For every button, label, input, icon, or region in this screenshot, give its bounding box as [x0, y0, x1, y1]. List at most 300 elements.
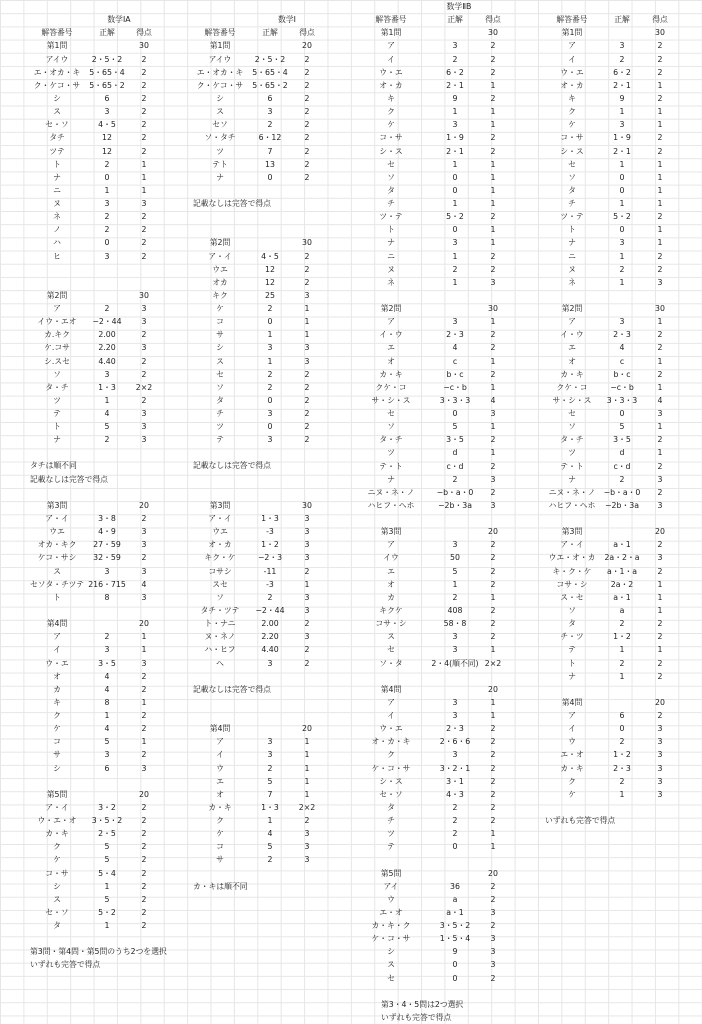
- answer-row: [545, 696, 675, 709]
- answer-number: シ.スセ: [44, 356, 70, 366]
- correct-answer: 3: [619, 120, 625, 130]
- answer-number: ア: [387, 41, 395, 51]
- points: 1: [490, 225, 496, 235]
- column-header-row: [545, 13, 675, 26]
- correct-answer: 1: [104, 185, 110, 195]
- answer-row: [351, 381, 507, 394]
- points: 3: [304, 632, 310, 642]
- answer-row: [193, 617, 321, 630]
- correct-answer: 1: [452, 199, 458, 209]
- answer-number-header: 解答番号: [556, 15, 588, 25]
- points: 1: [657, 317, 663, 327]
- panel-title: 数学ⅠA: [107, 15, 131, 25]
- answer-number: イ: [568, 724, 576, 734]
- points: 1: [141, 632, 147, 642]
- correct-answer: 2・3: [613, 330, 631, 340]
- answer-number: ツ: [387, 448, 395, 458]
- points: 2: [657, 133, 663, 143]
- points: 2: [490, 540, 496, 550]
- answer-row: [351, 276, 507, 289]
- answer-number: ア: [387, 540, 395, 550]
- points: 3: [141, 566, 147, 576]
- points: 2: [490, 264, 496, 274]
- correct-answer: 1: [104, 921, 110, 931]
- correct-answer: 36: [450, 881, 460, 891]
- correct-answer: 1・5・4: [439, 934, 471, 944]
- correct-answer: 3: [104, 369, 110, 379]
- answer-number: エ・オカ・キ: [196, 67, 244, 77]
- answer-row: [193, 722, 321, 735]
- footnote: いずれも完答で得点: [30, 960, 101, 970]
- answer-row: [351, 866, 507, 879]
- answer-row: [545, 381, 675, 394]
- correct-answer: 5: [267, 776, 273, 786]
- points: 2: [490, 605, 496, 615]
- correct-answer: 6: [267, 93, 273, 103]
- points: 2: [141, 881, 147, 891]
- correct-answer: 6: [619, 711, 625, 721]
- answer-number: ツ: [387, 829, 395, 839]
- correct-answer: 2: [452, 592, 458, 602]
- points: 2: [304, 277, 310, 287]
- correct-answer: 2・1: [446, 146, 464, 156]
- answer-row: [193, 328, 321, 341]
- answer-number: ア・イ: [208, 514, 232, 524]
- points: 2: [304, 816, 310, 826]
- points: 2: [304, 54, 310, 64]
- points: 30: [655, 28, 665, 38]
- correct-answer: 3: [104, 199, 110, 209]
- points: 2: [657, 711, 663, 721]
- points: 30: [302, 238, 312, 248]
- points: 2: [490, 251, 496, 261]
- points: 1: [141, 737, 147, 747]
- points: 1: [657, 645, 663, 655]
- answer-row: [545, 433, 675, 446]
- answer-row: [193, 53, 321, 66]
- answer-row: [30, 158, 158, 171]
- answer-number: ト: [53, 159, 61, 169]
- points: 1: [490, 711, 496, 721]
- answer-row: [30, 565, 158, 578]
- answer-row: [351, 499, 507, 512]
- correct-answer: 12: [265, 277, 275, 287]
- points: 2: [490, 921, 496, 931]
- correct-answer: 3: [452, 750, 458, 760]
- answer-number: ス: [387, 632, 395, 642]
- answer-number-header: 解答番号: [375, 15, 407, 25]
- points: 2: [657, 67, 663, 77]
- answer-number: サ・シ・ス: [552, 395, 592, 405]
- correct-answer: c・d: [613, 461, 631, 471]
- correct-answer: 3・5: [98, 658, 116, 668]
- answer-row: [545, 499, 675, 512]
- answer-row: [545, 473, 675, 486]
- answer-row: [351, 486, 507, 499]
- answer-number: コ: [216, 842, 224, 852]
- answer-row: [545, 525, 675, 538]
- points: 3: [490, 474, 496, 484]
- answer-row: [193, 630, 321, 643]
- answer-number: エ: [568, 343, 576, 353]
- correct-answer: 4.40: [261, 645, 279, 655]
- correct-answer: 5: [104, 737, 110, 747]
- points: 2: [657, 369, 663, 379]
- correct-answer: 58・8: [443, 619, 467, 629]
- correct-answer: 2・3: [446, 330, 464, 340]
- correct-answer: 2: [104, 632, 110, 642]
- correct-answer: 1: [619, 251, 625, 261]
- answer-number: ハ・ヒフ: [204, 645, 236, 655]
- correct-answer: 2: [619, 619, 625, 629]
- answer-row: [30, 236, 158, 249]
- correct-answer: 5・65・4: [89, 67, 125, 77]
- points: 3: [657, 277, 663, 287]
- correct-answer: 2: [619, 737, 625, 747]
- answer-row: [545, 735, 675, 748]
- points: 2: [657, 540, 663, 550]
- answer-number: シ: [216, 343, 224, 353]
- correct-answer: 3・2・1: [439, 763, 471, 773]
- answer-row: [545, 144, 675, 157]
- points: 3: [490, 907, 496, 917]
- answer-number: 第1問: [209, 41, 231, 51]
- answer-number: コ・サ: [45, 868, 69, 878]
- answer-row: [30, 315, 158, 328]
- answer-row: [30, 118, 158, 131]
- correct-answer: 1: [267, 356, 273, 366]
- answer-row: [30, 184, 158, 197]
- correct-answer: −2・3: [257, 553, 283, 563]
- correct-answer: 50: [450, 553, 460, 563]
- points: 2: [490, 802, 496, 812]
- answer-number: セ・ソ: [45, 120, 69, 130]
- answer-number: エ・オカ・キ: [33, 67, 81, 77]
- answer-row: [30, 735, 158, 748]
- points: 20: [488, 868, 498, 878]
- correct-answer: 5: [267, 842, 273, 852]
- correct-answer: 1: [619, 107, 625, 117]
- points: 3: [304, 592, 310, 602]
- points: 30: [488, 28, 498, 38]
- answer-row: [351, 893, 507, 906]
- correct-answer: 5・2: [98, 907, 116, 917]
- points: 1: [490, 172, 496, 182]
- points: 3: [490, 934, 496, 944]
- answer-number: イ・ウ: [379, 330, 403, 340]
- answer-number: ソ: [216, 382, 224, 392]
- points: 3: [657, 737, 663, 747]
- points: 1: [141, 645, 147, 655]
- points: 2: [490, 724, 496, 734]
- correct-answer: 2: [619, 776, 625, 786]
- answer-number: ウエ: [49, 527, 65, 537]
- answer-number: ク: [568, 107, 576, 117]
- points: 2: [490, 894, 496, 904]
- answer-number: カ・キ: [560, 369, 584, 379]
- points: 1: [490, 448, 496, 458]
- points: 2: [304, 435, 310, 445]
- answer-row: [351, 827, 507, 840]
- answer-number: シ: [53, 93, 61, 103]
- answer-number: ウ・エ・オ: [37, 816, 77, 826]
- answer-row: [351, 814, 507, 827]
- answer-row: [545, 315, 675, 328]
- correct-answer-header: 正解: [447, 15, 463, 25]
- answer-row: [193, 735, 321, 748]
- answer-row: [30, 696, 158, 709]
- points: 1: [657, 80, 663, 90]
- points: 2: [304, 146, 310, 156]
- points: 3: [657, 763, 663, 773]
- answer-row: [193, 368, 321, 381]
- answer-number: 第4問: [380, 684, 402, 694]
- answer-number: ト: [387, 225, 395, 235]
- points: 2: [141, 225, 147, 235]
- points: 1: [141, 159, 147, 169]
- points: 3: [657, 474, 663, 484]
- correct-answer: 4: [104, 671, 110, 681]
- points: 3: [657, 500, 663, 510]
- answer-number: ナ: [387, 474, 395, 484]
- correct-answer: c・d: [446, 461, 464, 471]
- points: 30: [139, 41, 149, 51]
- points: 3: [141, 527, 147, 537]
- points: 1: [490, 199, 496, 209]
- points: 1: [304, 750, 310, 760]
- answer-number: キクケ: [379, 605, 403, 615]
- points: 1: [490, 159, 496, 169]
- answer-number: シ・ス: [560, 146, 584, 156]
- answer-number: ウ・エ: [560, 67, 584, 77]
- footnote: いずれも完答で得点: [381, 1012, 452, 1022]
- correct-answer: 3: [104, 645, 110, 655]
- answer-number: ナ: [568, 671, 576, 681]
- correct-answer: -11: [263, 566, 277, 576]
- correct-answer: 2: [104, 225, 110, 235]
- points: 2: [490, 750, 496, 760]
- points: 1: [490, 80, 496, 90]
- answer-number: オ: [53, 671, 61, 681]
- answer-number: オ: [387, 356, 395, 366]
- answer-row: [30, 617, 158, 630]
- answer-number: ウエ: [212, 264, 228, 274]
- points: 2: [657, 566, 663, 576]
- points: 30: [655, 304, 665, 314]
- points: 20: [139, 500, 149, 510]
- answer-row: [351, 945, 507, 958]
- answer-number: タ: [53, 921, 61, 931]
- points: 3: [141, 592, 147, 602]
- answer-row: [545, 118, 675, 131]
- points: 2: [490, 369, 496, 379]
- answer-number: セソ: [212, 120, 228, 130]
- answer-row: [193, 775, 321, 788]
- answer-number: チ: [568, 199, 576, 209]
- answer-row: [545, 26, 675, 39]
- correct-answer: 3: [267, 658, 273, 668]
- answer-row: [351, 158, 507, 171]
- points: 2: [141, 855, 147, 865]
- answer-number: サ・シ・ス: [371, 395, 411, 405]
- points: 20: [655, 527, 665, 537]
- answer-row: [351, 840, 507, 853]
- points: 3: [141, 343, 147, 353]
- answer-row: [193, 512, 321, 525]
- answer-number: ニ: [387, 251, 395, 261]
- points: 2: [304, 80, 310, 90]
- answer-number: ク・ケコ・サ: [33, 80, 81, 90]
- answer-number: タチ・ツテ: [200, 605, 240, 615]
- points: 1: [490, 238, 496, 248]
- answer-row: [351, 617, 507, 630]
- answer-row: [193, 131, 321, 144]
- answer-number: キ: [568, 93, 576, 103]
- answer-row: [351, 249, 507, 262]
- answer-number: ケ・コ・サ: [371, 934, 411, 944]
- answer-row: [351, 197, 507, 210]
- answer-number: ツ: [568, 448, 576, 458]
- correct-answer: 2・3: [446, 724, 464, 734]
- answer-row: [193, 525, 321, 538]
- answer-row: [30, 788, 158, 801]
- answer-row: [545, 446, 675, 459]
- answer-number: ヌ: [568, 264, 576, 274]
- answer-number: イ: [387, 54, 395, 64]
- correct-answer: 3: [452, 540, 458, 550]
- answer-row: [351, 880, 507, 893]
- answer-row: [351, 801, 507, 814]
- answer-number: タ・チ: [379, 435, 403, 445]
- correct-answer: b・c: [613, 369, 631, 379]
- points: 3: [141, 435, 147, 445]
- correct-answer: 5: [104, 855, 110, 865]
- answer-number: ツ: [216, 422, 224, 432]
- answer-number: テト: [212, 159, 228, 169]
- points: 2: [490, 632, 496, 642]
- points: 2: [490, 553, 496, 563]
- correct-answer: 1・2: [613, 750, 631, 760]
- answer-row: [30, 381, 158, 394]
- correct-answer: 1: [619, 159, 625, 169]
- answer-number: コ・サ: [560, 133, 584, 143]
- answer-row: [545, 249, 675, 262]
- correct-answer: 2: [267, 592, 273, 602]
- correct-answer: 3・3・3: [439, 395, 471, 405]
- answer-row: [545, 670, 675, 683]
- answer-number: ナ: [387, 238, 395, 248]
- correct-answer: 6・2: [446, 67, 464, 77]
- correct-answer: 2.00: [261, 619, 279, 629]
- points: 2: [304, 382, 310, 392]
- answer-row: [30, 420, 158, 433]
- answer-number: ニヌ・ネ・ノ: [548, 487, 596, 497]
- correct-answer: 2: [267, 304, 273, 314]
- answer-row: [351, 328, 507, 341]
- correct-answer: 6・12: [258, 133, 282, 143]
- answer-row: [30, 630, 158, 643]
- answer-row: [30, 394, 158, 407]
- points: 3: [141, 763, 147, 773]
- points: 2: [141, 395, 147, 405]
- answer-number: カ・キ: [208, 802, 232, 812]
- answer-number: カ: [387, 592, 395, 602]
- correct-answer: 5・65・2: [89, 80, 125, 90]
- answer-number: カ: [53, 684, 61, 694]
- answer-row: [351, 643, 507, 656]
- points: 2: [304, 93, 310, 103]
- points: 1: [490, 356, 496, 366]
- answer-number: タチ: [49, 133, 65, 143]
- points: 2: [304, 133, 310, 143]
- points: 2: [304, 369, 310, 379]
- answer-row: [30, 105, 158, 118]
- correct-answer: 12: [102, 146, 112, 156]
- answer-number: 第5問: [46, 789, 68, 799]
- answer-row: [351, 315, 507, 328]
- answer-number: シ: [53, 763, 61, 773]
- answer-number: シ・ス: [379, 146, 403, 156]
- answer-number: ヌ・ネノ: [204, 632, 236, 642]
- answer-number: ア・イ: [208, 251, 232, 261]
- answer-row: [193, 788, 321, 801]
- answer-row: [545, 394, 675, 407]
- correct-answer: 6・2: [613, 67, 631, 77]
- answer-number: 第1問: [561, 28, 583, 38]
- answer-row: [545, 748, 675, 761]
- answer-row: [30, 144, 158, 157]
- correct-answer: 9: [619, 93, 625, 103]
- points: 2: [490, 133, 496, 143]
- correct-answer: 2・1: [613, 146, 631, 156]
- correct-answer: 7: [267, 789, 273, 799]
- answer-number: ケ: [568, 789, 576, 799]
- points: 1: [490, 317, 496, 327]
- points: 1: [657, 185, 663, 195]
- answer-number: ア: [568, 317, 576, 327]
- points: 2: [490, 67, 496, 77]
- answer-number: ク・ケコ・サ: [196, 80, 244, 90]
- correct-answer: 5: [619, 422, 625, 432]
- points: 3: [657, 724, 663, 734]
- answer-number: ノ: [53, 225, 61, 235]
- points: 3: [141, 199, 147, 209]
- answer-number: 第2問: [46, 290, 68, 300]
- points: 2×2: [298, 802, 316, 812]
- points: 2: [657, 54, 663, 64]
- correct-answer: 1・2: [261, 540, 279, 550]
- answer-number: セ・ソ: [45, 907, 69, 917]
- correct-answer: 2: [104, 304, 110, 314]
- points: 2: [490, 973, 496, 983]
- answer-number: ネ: [53, 212, 61, 222]
- answer-number: セ: [568, 159, 576, 169]
- correct-answer: 0: [267, 172, 273, 182]
- correct-answer-header: 正解: [262, 28, 278, 38]
- footnote: カ・キは順不同: [193, 881, 248, 891]
- answer-number: アイウ: [45, 54, 69, 64]
- answer-row: [30, 79, 158, 92]
- correct-answer: −c・b: [610, 382, 634, 392]
- answer-row: [545, 591, 675, 604]
- answer-row: [193, 263, 321, 276]
- points: 2: [657, 658, 663, 668]
- correct-answer: 3: [619, 317, 625, 327]
- correct-answer: c: [619, 356, 625, 366]
- points: 20: [302, 724, 312, 734]
- points: 2: [490, 763, 496, 773]
- points: 3: [304, 290, 310, 300]
